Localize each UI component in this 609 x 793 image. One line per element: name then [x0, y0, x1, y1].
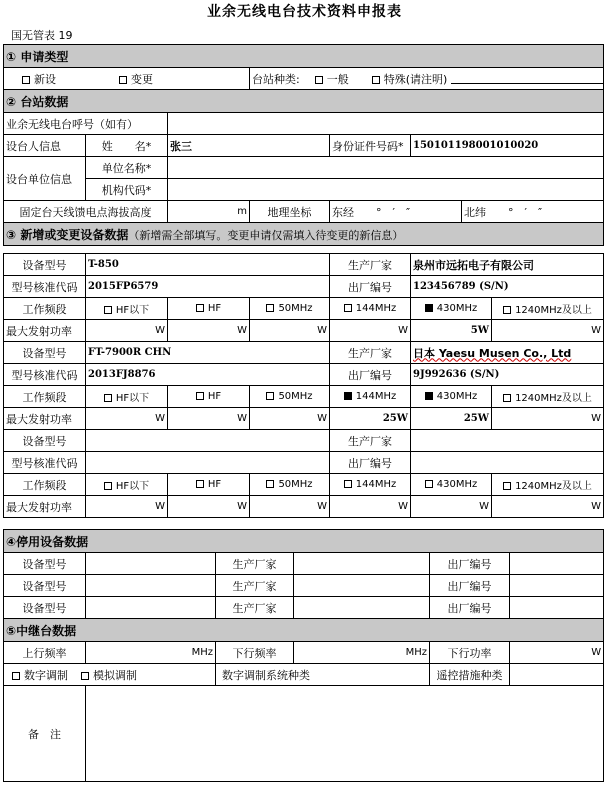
section-disabled-devices: ④停用设备数据: [4, 530, 604, 553]
digital-type-label: 数字调制系统种类: [216, 664, 430, 686]
disabled-serial-label-3: 出厂编号: [430, 597, 510, 619]
lower-table: [3, 529, 604, 782]
device-2-band-4-checkbox[interactable]: 430MHz: [411, 386, 492, 408]
device-power-label-1: 最大发射功率: [4, 320, 86, 342]
device-approval-input-2[interactable]: 2013FJ8876: [86, 364, 330, 386]
checkbox-icon: [425, 480, 433, 488]
device-3-band-2-checkbox[interactable]: 50MHz: [250, 474, 330, 496]
application-form: [3, 44, 604, 246]
device-2-power-5-input[interactable]: W: [492, 408, 604, 430]
name-input[interactable]: 张三: [168, 135, 330, 157]
device-2-band-1-checkbox[interactable]: HF: [168, 386, 250, 408]
name-label: 姓 名*: [86, 135, 168, 157]
device-3-band-3-checkbox[interactable]: 144MHz: [330, 474, 411, 496]
org-name-input[interactable]: [168, 157, 604, 179]
device-serial-input-3[interactable]: [411, 452, 604, 474]
device-2-power-3-input[interactable]: 25W: [330, 408, 411, 430]
device-1-band-4-checkbox[interactable]: 430MHz: [411, 298, 492, 320]
disabled-maker-input-2[interactable]: [294, 575, 430, 597]
downlink-input[interactable]: MHz: [294, 642, 430, 664]
checkbox-icon: [344, 480, 352, 488]
disabled-serial-label-1: 出厂编号: [430, 553, 510, 575]
id-label: 身份证件号码*: [330, 135, 411, 157]
device-model-input-1[interactable]: T-850: [86, 254, 330, 276]
device-3-power-1-input[interactable]: W: [168, 496, 250, 518]
device-band-label-3: 工作频段: [4, 474, 86, 496]
device-3-band-5-checkbox[interactable]: 1240MHz及以上: [492, 474, 604, 496]
device-2-power-1-input[interactable]: W: [168, 408, 250, 430]
device-3-power-0-input[interactable]: W: [86, 496, 168, 518]
disabled-model-input-3[interactable]: [86, 597, 216, 619]
downlink-power-label: 下行功率: [430, 642, 510, 664]
id-input[interactable]: 150101198001010020: [411, 135, 604, 157]
device-approval-label-2: 型号核准代码: [4, 364, 86, 386]
device-power-label-3: 最大发射功率: [4, 496, 86, 518]
device-model-input-3[interactable]: [86, 430, 330, 452]
checkbox-icon: [104, 482, 112, 490]
special-input[interactable]: [451, 73, 604, 84]
altitude-input[interactable]: m: [168, 201, 250, 223]
device-1-band-3-checkbox[interactable]: 144MHz: [330, 298, 411, 320]
checkbox-icon: [196, 392, 204, 400]
device-2-power-0-input[interactable]: W: [86, 408, 168, 430]
device-table: [3, 253, 604, 518]
device-1-band-0-checkbox[interactable]: HF以下: [86, 298, 168, 320]
disabled-serial-label-2: 出厂编号: [430, 575, 510, 597]
checkbox-icon: [104, 306, 112, 314]
device-maker-input-3[interactable]: [411, 430, 604, 452]
general-checkbox[interactable]: 一般: [315, 73, 349, 86]
checkbox-icon: [503, 482, 511, 490]
checkbox-icon: [344, 392, 352, 400]
device-1-power-0-input[interactable]: W: [86, 320, 168, 342]
device-2-band-0-checkbox[interactable]: HF以下: [86, 386, 168, 408]
downlink-label: 下行频率: [216, 642, 294, 664]
org-name-label: 单位名称*: [86, 157, 168, 179]
remote-input[interactable]: [510, 664, 604, 686]
modulation-options: [4, 664, 216, 686]
checkbox-icon: [425, 392, 433, 400]
checkbox-icon: [104, 394, 112, 402]
disabled-maker-label-2: 生产厂家: [216, 575, 294, 597]
device-model-label-1: 设备型号: [4, 254, 86, 276]
disabled-serial-input-3[interactable]: [510, 597, 604, 619]
special-checkbox[interactable]: 特殊(请注明): [372, 73, 448, 86]
uplink-input[interactable]: MHz: [86, 642, 216, 664]
section-application-type: ① 申请类型: [4, 45, 604, 68]
disabled-maker-label-3: 生产厂家: [216, 597, 294, 619]
disabled-serial-input-1[interactable]: [510, 553, 604, 575]
section-repeater-data: ⑤中继台数据: [4, 619, 604, 642]
disabled-maker-label-1: 生产厂家: [216, 553, 294, 575]
device-model-input-2[interactable]: FT-7900R CHN: [86, 342, 330, 364]
device-2-power-2-input[interactable]: W: [250, 408, 330, 430]
device-serial-label-2: 出厂编号: [330, 364, 411, 386]
device-3-power-2-input[interactable]: W: [250, 496, 330, 518]
checkbox-icon: [344, 304, 352, 312]
device-serial-label-1: 出厂编号: [330, 276, 411, 298]
device-3-band-0-checkbox[interactable]: HF以下: [86, 474, 168, 496]
form-title: 业余无线电台技术资料申报表: [207, 4, 402, 20]
disabled-model-label-1: 设备型号: [4, 553, 86, 575]
application-type-options: [4, 68, 250, 90]
checkbox-icon: [503, 306, 511, 314]
geo-label: 地理坐标: [250, 201, 330, 223]
change-checkbox[interactable]: 变更: [119, 73, 153, 86]
device-approval-input-3[interactable]: [86, 452, 330, 474]
disabled-model-label-2: 设备型号: [4, 575, 86, 597]
disabled-maker-input-3[interactable]: [294, 597, 430, 619]
disabled-serial-input-2[interactable]: [510, 575, 604, 597]
device-approval-label-3: 型号核准代码: [4, 452, 86, 474]
device-maker-label-2: 生产厂家: [330, 342, 411, 364]
downlink-power-input[interactable]: W: [510, 642, 604, 664]
device-band-label-2: 工作频段: [4, 386, 86, 408]
digital-checkbox[interactable]: 数字调制: [12, 669, 68, 682]
device-maker-input-1[interactable]: 泉州市远拓电子有限公司: [411, 254, 604, 276]
device-approval-label-1: 型号核准代码: [4, 276, 86, 298]
device-serial-input-2[interactable]: 9J992636 (S/N): [411, 364, 604, 386]
device-2-band-5-checkbox[interactable]: 1240MHz及以上: [492, 386, 604, 408]
device-1-power-5-input[interactable]: W: [492, 320, 604, 342]
section-station-data: ② 台站数据: [4, 90, 604, 113]
callsign-input[interactable]: [168, 113, 604, 135]
device-1-band-2-checkbox[interactable]: 50MHz: [250, 298, 330, 320]
device-3-band-4-checkbox[interactable]: 430MHz: [411, 474, 492, 496]
form-number: 国无管表 19: [11, 29, 73, 42]
new-checkbox[interactable]: 新设: [22, 73, 56, 86]
east-longitude-input[interactable]: 东经 ° ′ ″: [330, 201, 462, 223]
checkbox-icon: [425, 304, 433, 312]
device-band-label-1: 工作频段: [4, 298, 86, 320]
device-model-label-3: 设备型号: [4, 430, 86, 452]
device-maker-label-3: 生产厂家: [330, 430, 411, 452]
disabled-model-input-2[interactable]: [86, 575, 216, 597]
org-label: 设台单位信息: [4, 157, 86, 201]
callsign-label: 业余无线电台呼号（如有）: [4, 113, 168, 135]
device-2-band-3-checkbox[interactable]: 144MHz: [330, 386, 411, 408]
device-1-band-1-checkbox[interactable]: HF: [168, 298, 250, 320]
disabled-maker-input-1[interactable]: [294, 553, 430, 575]
device-1-power-4-input[interactable]: 5W: [411, 320, 492, 342]
device-model-label-2: 设备型号: [4, 342, 86, 364]
remote-label: 遥控措施种类: [430, 664, 510, 686]
section-device-data: ③ 新增或变更设备数据（新增需全部填写。变更申请仅需填入待变更的新信息）: [4, 223, 604, 246]
device-3-band-1-checkbox[interactable]: HF: [168, 474, 250, 496]
device-1-power-3-input[interactable]: W: [330, 320, 411, 342]
device-1-band-5-checkbox[interactable]: 1240MHz及以上: [492, 298, 604, 320]
device-1-power-2-input[interactable]: W: [250, 320, 330, 342]
checkbox-icon: [196, 480, 204, 488]
device-serial-input-1[interactable]: 123456789 (S/N): [411, 276, 604, 298]
device-maker-input-2[interactable]: 日本 Yaesu Musen Co., Ltd: [411, 342, 604, 364]
remarks-label: 备 注: [4, 686, 86, 782]
owner-label: 设台人信息: [4, 135, 86, 157]
remarks-input[interactable]: [86, 686, 604, 782]
device-serial-label-3: 出厂编号: [330, 452, 411, 474]
org-code-label: 机构代码*: [86, 179, 168, 201]
uplink-label: 上行频率: [4, 642, 86, 664]
device-power-label-2: 最大发射功率: [4, 408, 86, 430]
disabled-model-label-3: 设备型号: [4, 597, 86, 619]
north-latitude-input[interactable]: 北纬 ° ′ ″: [462, 201, 604, 223]
device-2-power-4-input[interactable]: 25W: [411, 408, 492, 430]
device-3-power-4-input[interactable]: W: [411, 496, 492, 518]
checkbox-icon: [196, 304, 204, 312]
checkbox-icon: [266, 304, 274, 312]
station-type-options: 台站种类: 一般 特殊(请注明): [250, 68, 604, 90]
device-approval-input-1[interactable]: 2015FP6579: [86, 276, 330, 298]
device-1-power-1-input[interactable]: W: [168, 320, 250, 342]
checkbox-icon: [266, 480, 274, 488]
device-3-power-3-input[interactable]: W: [330, 496, 411, 518]
device-3-power-5-input[interactable]: W: [492, 496, 604, 518]
device-maker-label-1: 生产厂家: [330, 254, 411, 276]
disabled-model-input-1[interactable]: [86, 553, 216, 575]
device-2-band-2-checkbox[interactable]: 50MHz: [250, 386, 330, 408]
checkbox-icon: [266, 392, 274, 400]
org-code-input[interactable]: [168, 179, 604, 201]
checkbox-icon: [503, 394, 511, 402]
analog-checkbox[interactable]: 模拟调制: [81, 669, 137, 682]
altitude-label: 固定台天线馈电点海拔高度: [4, 201, 168, 223]
